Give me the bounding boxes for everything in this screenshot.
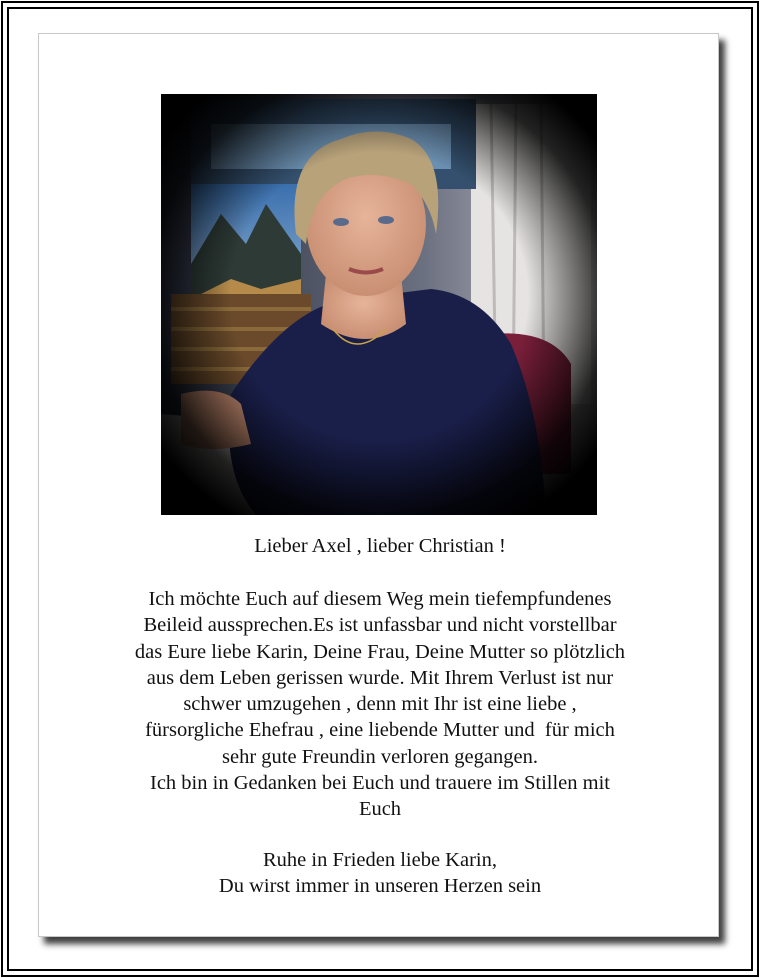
greeting-line: Lieber Axel , lieber Christian ! xyxy=(254,535,506,557)
message-line: Beileid aussprechen.Es ist unfassbar und nicht vorstellbar xyxy=(143,614,617,637)
condolence-message xyxy=(60,586,700,823)
farewell-line: Du wirst immer in unseren Herzen sein xyxy=(218,875,542,898)
message-line: Ich möchte Euch auf diesem Weg mein tiefempfundenes xyxy=(148,588,612,610)
greeting xyxy=(60,533,700,559)
message-line: fürsorgliche Ehefrau , eine liebende Mutter und für mich xyxy=(145,719,615,742)
message-line: Ich bin in Gedanken bei Euch und trauere im Stillen mit xyxy=(150,772,610,795)
message-line: das Eure liebe Karin, Deine Frau, Deine Mutter so plötzlich xyxy=(134,640,626,663)
farewell xyxy=(60,847,700,900)
message-line: schwer umzugehen , denn mit Ihr ist eine liebe , xyxy=(183,693,577,716)
message-line: Euch xyxy=(358,798,402,821)
portrait-image xyxy=(161,94,597,515)
message-line: aus dem Leben gerissen wurde. Mit Ihrem Verlust ist nur xyxy=(146,666,614,689)
message-line: sehr gute Freundin verloren gegangen. xyxy=(222,745,538,768)
memorial-photo xyxy=(161,94,597,515)
farewell-line: Ruhe in Frieden liebe Karin, xyxy=(263,849,497,871)
